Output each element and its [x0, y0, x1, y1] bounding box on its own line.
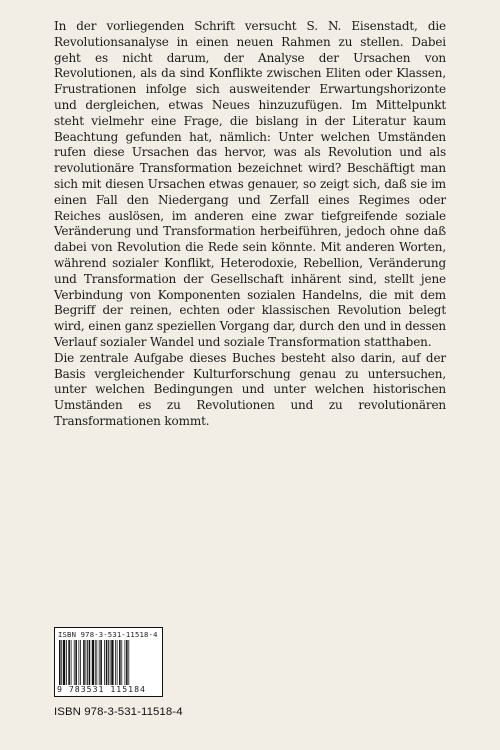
barcode-bar [89, 640, 91, 685]
barcode-bar [66, 640, 67, 685]
blurb-text [54, 19, 446, 430]
barcode-bars [59, 640, 159, 685]
barcode-bar [86, 640, 87, 685]
barcode-bar [99, 640, 100, 685]
barcode-bar [117, 640, 118, 685]
barcode-bar [95, 640, 96, 685]
barcode-bar [128, 640, 129, 685]
barcode-bar [108, 640, 109, 685]
barcode-bar [68, 640, 70, 685]
barcode-bar [59, 640, 61, 685]
barcode-bar [83, 640, 85, 685]
barcode-bar [119, 640, 121, 685]
barcode-isbn-label: ISBN 978-3-531-11518-4 [58, 630, 158, 639]
barcode-bar [75, 640, 77, 685]
isbn-footer: ISBN 978-3-531-11518-4 [54, 706, 183, 718]
blurb-paragraph-1: In der vorliegenden Schrift versucht S. N. Eisenstadt, die Revolutionsanalyse in einen neuen Rahmen zu stellen. Dabei geht es nicht darum, der Analyse der Ursachen von Revolutionen, als da sind Konflikte zwischen Eliten oder Klassen, Frustrationen infolge sich ausweitender Erwartungshorizonte und dergleichen, etwas Neues hinzuzufügen. Im Mittelpunkt steht vielmehr eine Frage, die bislang in der Literatur kaum Beachtung gefunden hat, nämlich: Unter welchen Umständen rufen diese Ursachen das hervor, was als Revolution und als revolutionäre Transformation bezeichnet wird? Beschäftigt man sich mit diesen Ursachen etwas genauer, so zeigt sich, daß sie im einen Fall den Niedergang und Zerfall eines Regimes oder Reiches auslösen, im anderen eine zwar tiefgreifende soziale Veränderung und Transformation herbeiführen, jedoch ohne daß dabei von Revolution die Rede sein könnte. Mit anderen Worten, während sozialer Konflikt, Heterodoxie, Rebellion, Veränderung und Transformation der Gesellschaft inhärent sind, stellt jene Verbindung von Komponenten sozialen Handelns, die mit dem Begriff der reinen, echten oder klassischen Revolution belegt wird, einen ganz speziellen Vorgang dar, durch den und in dessen Verlauf sozialer Wandel und soziale Transformation statthaben. [54, 19, 446, 349]
barcode-bar [96, 640, 97, 685]
barcode-bar [80, 640, 81, 685]
barcode-bar [63, 640, 65, 685]
barcode-bar [79, 640, 80, 685]
barcode-bar [61, 640, 62, 685]
barcode-digits: 9 783531 115184 [57, 684, 146, 694]
barcode-bar [110, 640, 111, 685]
barcode-bar [92, 640, 94, 685]
blurb-paragraph-2: Die zentrale Aufgabe dieses Buches besteht also darin, auf der Basis vergleichender Kulturforschung genau zu untersuchen, unter welchen Bedingungen und unter welchen historischen Umständen es zu Revolutionen und zu revolutionären Transformationen kommt. [54, 350, 446, 428]
barcode [54, 627, 163, 697]
barcode-bar [106, 640, 108, 685]
barcode-bar [104, 640, 105, 685]
barcode-bar [100, 640, 102, 685]
barcode-bar [121, 640, 122, 685]
barcode-bar [115, 640, 116, 685]
barcode-bar [74, 640, 75, 685]
barcode-bar [111, 640, 113, 685]
barcode-bar [125, 640, 126, 685]
barcode-bar [87, 640, 88, 685]
barcode-bar [71, 640, 72, 685]
barcode-bar [126, 640, 128, 685]
